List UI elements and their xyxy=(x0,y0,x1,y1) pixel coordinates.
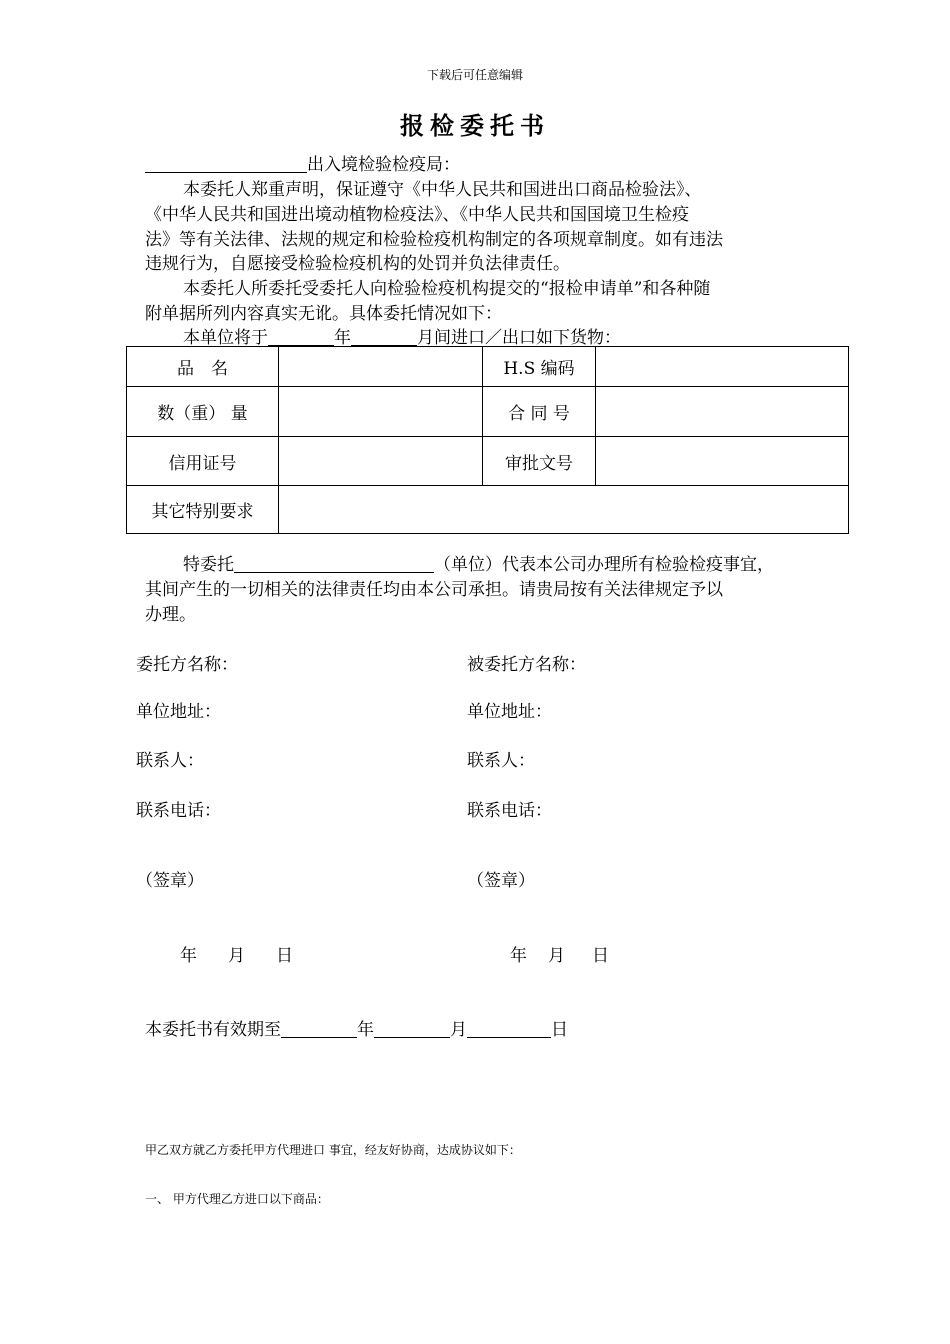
left-date-year: 年 xyxy=(180,946,197,966)
product-name-cell[interactable] xyxy=(279,347,483,387)
import-suffix: 月间进口／出口如下货物： xyxy=(417,328,621,348)
validity-day-label: 日 xyxy=(551,1020,568,1040)
right-party-name: 被委托方名称： xyxy=(467,655,586,675)
left-party-phone: 联系电话： xyxy=(136,801,221,821)
validity-month-label: 月 xyxy=(450,1020,467,1040)
para1-line2: 《中华人民共和国进出境动植物检疫法》、《中华人民共和国国境卫生检疫 xyxy=(145,205,689,225)
addressee-text: 出入境检验检疫局： xyxy=(307,155,460,175)
credit-no-label: 信用证号 xyxy=(127,437,279,486)
para2-line2: 附单据所列内容真实无讹。具体委托情况如下： xyxy=(145,304,502,324)
bureau-blank[interactable] xyxy=(145,154,307,173)
contract-no-cell[interactable] xyxy=(596,387,849,437)
import-year-label: 年 xyxy=(334,328,351,348)
left-party-seal: （签章） xyxy=(136,871,204,891)
credit-no-cell[interactable] xyxy=(279,437,483,486)
validity-day-blank[interactable] xyxy=(467,1019,551,1038)
quantity-cell[interactable] xyxy=(279,387,483,437)
para3-line2: 其间产生的一切相关的法律责任均由本公司承担。请贵局按有关法律规定予以 xyxy=(145,580,723,600)
right-date-month: 月 xyxy=(548,946,565,966)
agreement-intro: 甲乙双方就乙方委托甲方代理进口 事宜，经友好协商，达成协议如下： xyxy=(145,1143,521,1157)
right-party-seal: （签章） xyxy=(467,871,535,891)
special-req-label: 其它特别要求 xyxy=(127,486,279,534)
hs-code-label: H.S 编码 xyxy=(483,347,596,387)
month-blank[interactable] xyxy=(351,327,417,346)
para3-suffix: （单位）代表本公司办理所有检验检疫事宜， xyxy=(434,555,774,575)
approval-no-cell[interactable] xyxy=(596,437,849,486)
right-party-address: 单位地址： xyxy=(467,702,552,722)
left-party-address: 单位地址： xyxy=(136,702,221,722)
para1-line1: 本委托人郑重声明，保证遵守《中华人民共和国进出口商品检验法》、 xyxy=(183,180,702,200)
goods-table xyxy=(126,346,849,534)
left-party-name: 委托方名称： xyxy=(136,655,238,675)
validity-year-blank[interactable] xyxy=(281,1019,357,1038)
document-title: 报检委托书 xyxy=(400,111,550,140)
approval-no-label: 审批文号 xyxy=(483,437,596,486)
agent-unit-blank[interactable] xyxy=(234,554,434,573)
para1-line4: 违规行为，自愿接受检验检疫机构的处罚并负法律责任。 xyxy=(145,254,570,274)
left-date-day: 日 xyxy=(276,946,293,966)
year-blank[interactable] xyxy=(268,327,334,346)
validity-year-label: 年 xyxy=(357,1020,374,1040)
right-date-day: 日 xyxy=(592,946,609,966)
right-date-year: 年 xyxy=(510,946,527,966)
para3-line3: 办理。 xyxy=(145,605,196,625)
para1-line3: 法》等有关法律、法规的规定和检验检疫机构制定的各项规章制度。如有违法 xyxy=(145,230,723,250)
special-req-cell[interactable] xyxy=(279,486,849,534)
left-party-contact: 联系人： xyxy=(136,751,204,771)
import-period-line xyxy=(183,323,621,348)
hs-code-cell[interactable] xyxy=(596,347,849,387)
quantity-label: 数（重） 量 xyxy=(127,387,279,437)
clause-one: 一、 甲方代理乙方进口以下商品： xyxy=(145,1192,329,1206)
validity-month-blank[interactable] xyxy=(374,1019,450,1038)
import-prefix: 本单位将于 xyxy=(183,328,268,348)
right-party-contact: 联系人： xyxy=(467,751,535,771)
validity-line xyxy=(145,1015,568,1040)
product-name-label: 品 名 xyxy=(127,347,279,387)
page-header: 下载后可任意编辑 xyxy=(426,68,523,82)
addressee-line xyxy=(145,150,460,175)
left-date-month: 月 xyxy=(228,946,245,966)
right-party-phone: 联系电话： xyxy=(467,801,552,821)
para3-prefix: 特委托 xyxy=(183,555,234,575)
para2-line1: 本委托人所委托受委托人向检验检疫机构提交的“报检申请单”和各种随 xyxy=(183,279,711,299)
contract-no-label: 合 同 号 xyxy=(483,387,596,437)
validity-prefix: 本委托书有效期至 xyxy=(145,1020,281,1040)
para3-line1 xyxy=(183,550,774,575)
